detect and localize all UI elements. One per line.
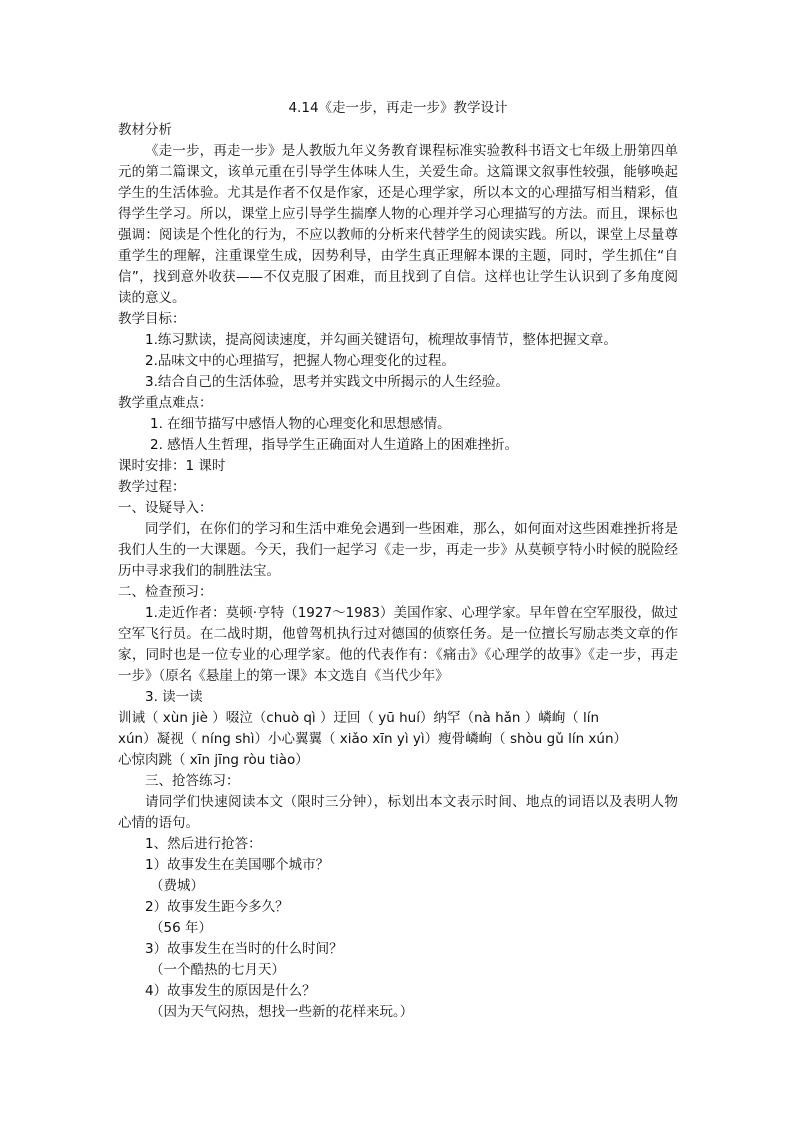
question: 2）故事发生距今多久？ — [145, 899, 289, 915]
analysis-heading: 教材分析 — [118, 122, 172, 138]
answer: （一个酷热的七月天） — [150, 962, 285, 978]
key-heading: 教学重点难点： — [118, 395, 213, 411]
goals-heading: 教学目标： — [118, 311, 186, 327]
key-item: 2. 感悟人生哲理，指导学生正确面对人生道路上的困难挫折。 — [150, 437, 519, 453]
answer: （56 年） — [150, 920, 212, 936]
vocab-line: 训诫（ xùn jiè ）啜泣（chuò qì ）迂回（ yū huí）纳罕（nà hǎn ）嶙峋（ lín — [118, 710, 600, 726]
question: 1）故事发生在美国哪个城市？ — [145, 857, 330, 873]
qa-intro: 1、然后进行抢答： — [145, 836, 262, 852]
read-heading: 3. 读一读 — [145, 689, 203, 705]
section-heading: 三、抢答练习： — [145, 773, 240, 789]
vocab-line: 心惊肉跳（ xīn jīng ròu tiào） — [118, 752, 309, 768]
question: 3）故事发生在当时的什么时间？ — [145, 941, 343, 957]
process-heading: 教学过程： — [118, 479, 186, 495]
answer: （因为天气闷热，想找一些新的花样来玩。） — [150, 1004, 414, 1020]
schedule-line: 课时安排：1 课时 — [118, 458, 226, 474]
analysis-paragraph: 《走一步，再走一步》是人教版九年义务教育课程标准实验教科书语文七年级上册第四单元的第二篇课文，该单元重在引导学生体味人生，关爱生命。这篇课文叙事性较强，能够唤起学生的生活体验。尤其是作者不仅是作家，还是心理学家，所以本文的心理描写相当精彩，值得学生学习。所以，课堂上应引导学生揣摩人物的心理并学习心理描写的方法。而且，课标也强调：阅读是个性化的行为，不应以教师的分析来代替学生的阅读实践。所以，课堂上尽量尊重学生的理解，注重课堂生成，因势利导，由学生真正理解本课的主题，同时，学生抓住“自信”，找到意外收获——不仅克服了困难，而且找到了自信。这样也让学生认识到了多角度阅读的意义。 — [118, 143, 678, 306]
goal-item: 1.练习默读，提高阅读速度，并勾画关键语句，梳理故事情节，整体把握文章。 — [145, 332, 617, 348]
key-item: 1. 在细节描写中感悟人物的心理变化和思想感情。 — [150, 416, 451, 432]
vocab-line: xún）凝视（ níng shì）小心翼翼（ xiǎo xīn yì yì）瘦骨嶙峋（ shòu gǔ lín xún） — [118, 731, 628, 747]
answer: （费城） — [150, 878, 204, 894]
goal-item: 2.品味文中的心理描写，把握人物心理变化的过程。 — [145, 353, 455, 369]
section-heading: 一、设疑导入： — [118, 500, 213, 516]
section-heading: 二、检查预习： — [118, 584, 213, 600]
author-paragraph: 1.走近作者：莫顿·亨特（1927～1983）美国作家、心理学家。早年曾在空军服役，做过空军飞行员。在二战时期，他曾驾机执行过对德国的侦察任务。是一位擅长写励志类文章的作家，同时也是一位专业的心理学家。他的代表作有：《痛击》《心理学的故事》《走一步，再走一步》（原名《悬崖上的第一课》本文选自《当代少年》 — [118, 605, 678, 684]
exercise-paragraph: 请同学们快速阅读本文（限时三分钟），标划出本文表示时间、地点的词语以及表明人物心情的语句。 — [118, 794, 678, 831]
goal-item: 3.结合自己的生活体验，思考并实践文中所揭示的人生经验。 — [145, 374, 509, 390]
intro-paragraph: 同学们，在你们的学习和生活中难免会遇到一些困难，那么，如何面对这些困难挫折将是我们人生的一大课题。今天，我们一起学习《走一步，再走一步》从莫顿亨特小时候的脱险经历中寻求我们的制胜法宝。 — [118, 521, 678, 579]
question: 4）故事发生的原因是什么？ — [145, 983, 316, 999]
page-title: 4.14《走一步，再走一步》教学设计 — [288, 100, 508, 116]
document-page — [118, 98, 678, 1023]
